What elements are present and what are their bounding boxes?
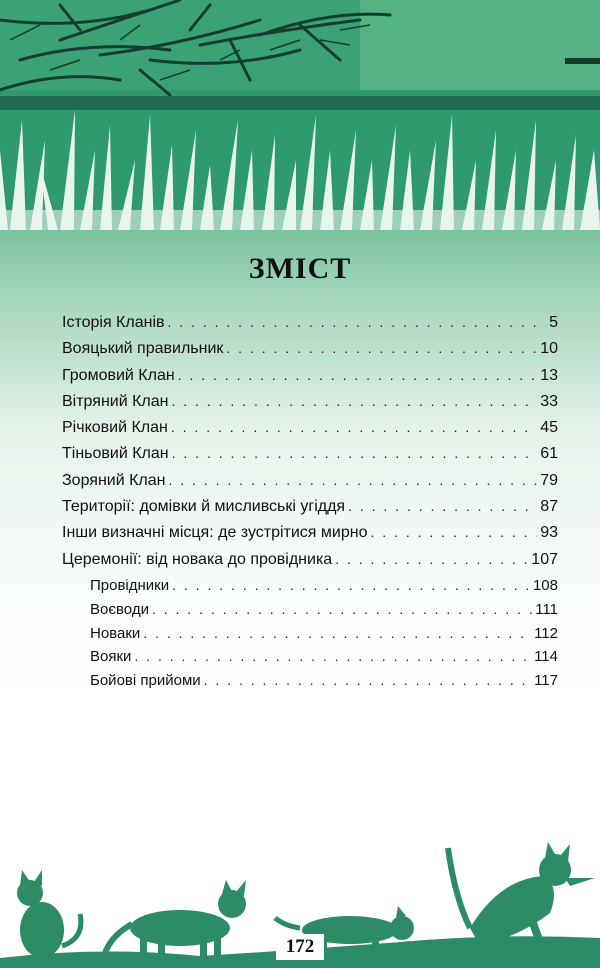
toc-entry-page: 107 <box>531 550 558 568</box>
toc-entry <box>62 445 558 471</box>
toc-entry <box>62 340 558 366</box>
toc-subentry <box>62 577 558 601</box>
toc-entry <box>62 472 558 498</box>
toc-entry-page: 87 <box>540 498 558 516</box>
toc-subentry-label: Воєводи <box>90 600 149 618</box>
toc-entry-label: Церемонії: від новака до провідника <box>62 550 333 568</box>
toc-entry-page: 5 <box>549 314 558 331</box>
toc-entry-label: Історія Кланів <box>62 314 165 331</box>
toc-entry-label: Інши визначні місця: де зустрітися мирно <box>62 524 368 542</box>
toc-subentry-page: 108 <box>532 576 558 594</box>
toc-leader-dots <box>370 524 537 540</box>
cat-silhouette <box>104 880 246 960</box>
toc-entry-label: Річковий Клан <box>62 419 168 437</box>
toc-entry <box>62 551 558 577</box>
toc-leader-dots <box>168 314 547 330</box>
toc-subentry-page: 114 <box>534 648 558 666</box>
toc-subentry <box>62 648 558 672</box>
toc-entry-label: Громовий Клан <box>62 366 175 384</box>
toc-leader-dots <box>226 340 537 356</box>
toc-entry-page: 10 <box>540 340 558 358</box>
toc-entry-label: Зоряний Клан <box>62 471 166 489</box>
toc-leader-dots <box>335 551 528 567</box>
toc-entry <box>62 393 558 419</box>
page-number: 172 <box>276 934 324 960</box>
toc-entry-page: 93 <box>540 524 558 542</box>
toc-entry-label: Вітряний Клан <box>62 392 169 410</box>
toc-subentry-label: Провідники <box>90 576 170 594</box>
toc-entry-page: 79 <box>540 471 558 489</box>
toc-leader-dots <box>169 472 538 488</box>
toc-entry <box>62 419 558 445</box>
toc-leader-dots <box>134 648 531 664</box>
page-title: ЗМІСТ <box>248 252 352 285</box>
toc-subentry-page: 117 <box>534 672 558 690</box>
toc-subentry-label: Бойові прийоми <box>90 672 201 690</box>
cat-silhouette <box>17 870 81 958</box>
toc-leader-dots <box>171 419 537 435</box>
toc-subentry-page: 112 <box>534 624 558 642</box>
toc-entry <box>62 498 558 524</box>
toc-leader-dots <box>178 367 538 383</box>
toc-entry-label: Вояцький правильник <box>62 340 224 358</box>
toc-leader-dots <box>204 672 531 688</box>
toc-leader-dots <box>171 393 537 409</box>
toc-leader-dots <box>143 625 531 641</box>
toc-leader-dots <box>152 601 532 617</box>
toc-entry-page: 45 <box>540 419 558 437</box>
header-illustration <box>0 0 600 230</box>
toc-entry-label: Тіньовий Клан <box>62 445 169 463</box>
toc-entry-page: 61 <box>540 445 558 463</box>
toc-subentry-page: 111 <box>535 600 558 618</box>
table-of-contents <box>62 314 558 696</box>
toc-entry-page: 33 <box>540 392 558 410</box>
toc-entry-page: 13 <box>540 366 558 384</box>
toc-subentry-label: Вояки <box>90 648 132 666</box>
toc-subentry <box>62 672 558 696</box>
toc-leader-dots <box>172 445 538 461</box>
toc-subentry <box>62 625 558 649</box>
toc-entry-label: Території: домівки й мисливські угіддя <box>62 498 346 516</box>
toc-entry <box>62 524 558 550</box>
toc-entry <box>62 367 558 393</box>
toc-leader-dots <box>348 498 537 514</box>
toc-entry <box>62 314 558 340</box>
toc-leader-dots <box>172 577 530 593</box>
toc-subentry-label: Новаки <box>90 624 141 642</box>
toc-subentry <box>62 601 558 625</box>
